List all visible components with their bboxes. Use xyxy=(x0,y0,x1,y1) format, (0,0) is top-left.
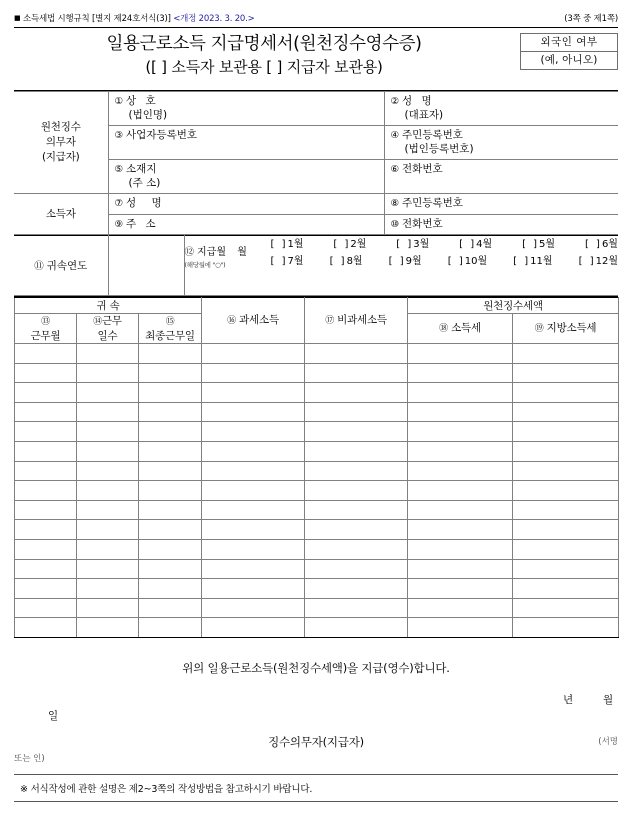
month-label: 2월 xyxy=(350,239,367,250)
cell-local-income-tax[interactable] xyxy=(513,598,619,618)
cell-last-work-day[interactable] xyxy=(139,461,202,481)
field-location-address[interactable] xyxy=(108,160,384,194)
field-number: ⑪ xyxy=(34,261,44,272)
column-header-taxable-income xyxy=(202,298,305,344)
cell-taxable-income[interactable] xyxy=(202,539,305,559)
cell-work-month[interactable] xyxy=(15,383,77,403)
detail-table-wrap xyxy=(14,297,618,638)
field-resident-registration-number[interactable] xyxy=(384,126,618,160)
cell-taxable-income[interactable] xyxy=(202,383,305,403)
field-number: ④ xyxy=(390,130,400,141)
payment-month-label-text: 지급월 xyxy=(197,247,226,258)
cell-work-days[interactable] xyxy=(77,363,139,383)
month-option-4[interactable] xyxy=(459,236,492,253)
month-option-10[interactable] xyxy=(448,253,487,270)
cell-nontaxable-income[interactable] xyxy=(305,559,408,579)
cell-work-month[interactable] xyxy=(15,539,77,559)
payment-month-cell xyxy=(184,236,618,296)
field-earner-rrn[interactable] xyxy=(384,194,618,215)
cell-last-work-day[interactable] xyxy=(139,344,202,364)
cell-local-income-tax[interactable] xyxy=(513,344,619,364)
field-number: ③ xyxy=(114,130,124,141)
field-earner-address[interactable] xyxy=(108,214,384,235)
cell-local-income-tax[interactable] xyxy=(513,363,619,383)
field-label: 주민등록번호 xyxy=(402,197,463,209)
cell-taxable-income[interactable] xyxy=(202,441,305,461)
table-row[interactable] xyxy=(15,402,619,422)
cell-local-income-tax[interactable] xyxy=(513,500,619,520)
form-reference xyxy=(14,12,255,24)
cell-work-month[interactable] xyxy=(15,402,77,422)
payment-month-unit: 월 xyxy=(237,247,247,258)
accrual-year-value[interactable] xyxy=(108,236,184,296)
month-option-7[interactable] xyxy=(271,253,304,270)
table-row[interactable] xyxy=(15,363,619,383)
cell-local-income-tax[interactable] xyxy=(513,539,619,559)
field-number: ⑫ xyxy=(184,247,195,258)
cell-work-days[interactable] xyxy=(77,402,139,422)
cell-nontaxable-income[interactable] xyxy=(305,363,408,383)
cell-last-work-day[interactable] xyxy=(139,363,202,383)
month-option-6[interactable] xyxy=(585,236,618,253)
column-header-work-days xyxy=(77,314,139,344)
withholder-label-line2: 의무자 xyxy=(45,136,76,148)
month-label: 4월 xyxy=(476,239,493,250)
form-revision-text: <개정 2023. 3. 20.> xyxy=(173,14,255,24)
month-label: 9월 xyxy=(405,256,422,267)
table-row[interactable] xyxy=(15,618,619,638)
payment-month-row-1 xyxy=(271,236,619,253)
table-row[interactable] xyxy=(15,481,619,501)
column-label: 과세소득 xyxy=(239,314,279,326)
month-label: 6월 xyxy=(601,239,618,250)
cell-income-tax[interactable] xyxy=(408,422,513,442)
cell-work-days[interactable] xyxy=(77,539,139,559)
field-label: 사업자등록번호 xyxy=(126,129,198,141)
cell-income-tax[interactable] xyxy=(408,598,513,618)
month-option-12[interactable] xyxy=(579,253,618,270)
earner-row-label: 소득자 xyxy=(14,194,108,235)
field-number: ① xyxy=(114,96,124,107)
seal-note-part1: (서명 xyxy=(598,736,618,747)
cell-local-income-tax[interactable] xyxy=(513,520,619,540)
cell-work-days[interactable] xyxy=(77,559,139,579)
cell-last-work-day[interactable] xyxy=(139,520,202,540)
cell-taxable-income[interactable] xyxy=(202,500,305,520)
cell-income-tax[interactable] xyxy=(408,481,513,501)
month-label: 3월 xyxy=(413,239,430,250)
form-reference-text: 소득세법 시행규칙 [별지 제24호서식(3)] xyxy=(22,14,171,24)
month-label: 5월 xyxy=(539,239,556,250)
seal-note-part2: 또는 인) xyxy=(14,753,45,764)
cell-work-days[interactable] xyxy=(77,383,139,403)
cell-last-work-day[interactable] xyxy=(139,539,202,559)
detail-header-group-row xyxy=(15,298,619,314)
month-checkbox[interactable]: [ ] xyxy=(513,256,531,267)
field-number: ⑧ xyxy=(390,198,400,209)
field-label: 소재지 xyxy=(126,163,157,175)
signer-label: 징수의무자(지급자) xyxy=(268,734,364,749)
field-label: 전화번호 xyxy=(402,217,443,230)
cell-local-income-tax[interactable] xyxy=(513,402,619,422)
date-line xyxy=(14,692,618,728)
month-checkbox[interactable]: [ ] xyxy=(522,239,540,250)
field-phone-number[interactable] xyxy=(384,160,618,194)
cell-work-days[interactable] xyxy=(77,500,139,520)
header-divider xyxy=(14,27,618,28)
accrual-year-label xyxy=(14,236,108,296)
page-title: 일용근로소득 지급명세서(원천징수영수증) xyxy=(106,34,422,54)
cell-nontaxable-income[interactable] xyxy=(305,402,408,422)
month-option-3[interactable] xyxy=(396,236,429,253)
column-header-local-income-tax xyxy=(513,314,619,344)
table-row[interactable] xyxy=(15,422,619,442)
cell-nontaxable-income[interactable] xyxy=(305,461,408,481)
foreign-national-value[interactable]: (예, 아니오) xyxy=(540,54,598,66)
column-number: ⑱ xyxy=(439,324,448,334)
cell-last-work-day[interactable] xyxy=(139,441,202,461)
cell-nontaxable-income[interactable] xyxy=(305,539,408,559)
month-option-5[interactable] xyxy=(522,236,555,253)
cell-local-income-tax[interactable] xyxy=(513,383,619,403)
column-number: ⑭ xyxy=(93,317,102,327)
month-label: 10월 xyxy=(464,256,488,267)
info-table xyxy=(14,90,618,297)
column-header-work-month xyxy=(15,314,77,344)
cell-work-month[interactable] xyxy=(15,618,77,638)
column-label-line1: 근무 xyxy=(101,315,122,327)
withholder-row-1 xyxy=(14,92,618,126)
cell-work-month[interactable] xyxy=(15,520,77,540)
column-number: ⑬ xyxy=(41,317,50,327)
cell-nontaxable-income[interactable] xyxy=(305,481,408,501)
field-number: ⑥ xyxy=(390,164,400,175)
table-row[interactable] xyxy=(15,500,619,520)
column-number: ⑲ xyxy=(534,324,544,334)
cell-income-tax[interactable] xyxy=(408,344,513,364)
table-row[interactable] xyxy=(15,461,619,481)
field-label: 주민등록번호 xyxy=(402,129,463,141)
cell-taxable-income[interactable] xyxy=(202,598,305,618)
field-number: ⑨ xyxy=(114,218,124,230)
footer-note: ※ 서식작성에 관한 설명은 제2~3쪽의 작성방법을 참고하시기 바랍니다. xyxy=(14,774,618,802)
column-label: 최종근무일 xyxy=(145,330,195,342)
cell-work-days[interactable] xyxy=(77,598,139,618)
cell-nontaxable-income[interactable] xyxy=(305,520,408,540)
cell-nontaxable-income[interactable] xyxy=(305,618,408,638)
cell-work-month[interactable] xyxy=(15,481,77,501)
cell-nontaxable-income[interactable] xyxy=(305,422,408,442)
document-meta-row xyxy=(14,0,618,24)
date-day-unit: 일 xyxy=(48,709,59,722)
cell-work-days[interactable] xyxy=(77,618,139,638)
payment-statement: 위의 일용근로소득(원천징수세액)을 지급(영수)합니다. xyxy=(182,660,450,675)
month-option-8[interactable] xyxy=(330,253,363,270)
cell-work-days[interactable] xyxy=(77,422,139,442)
month-checkbox[interactable]: [ ] xyxy=(459,239,477,250)
field-number: ② xyxy=(390,96,400,107)
cell-work-days[interactable] xyxy=(77,481,139,501)
cell-work-month[interactable] xyxy=(15,363,77,383)
foreign-national-box xyxy=(520,33,618,70)
cell-last-work-day[interactable] xyxy=(139,598,202,618)
cell-work-month[interactable] xyxy=(15,500,77,520)
page-subtitle: ([ ] 소득자 보관용 [ ] 지급자 보관용) xyxy=(145,58,383,76)
cell-income-tax[interactable] xyxy=(408,520,513,540)
field-label: 성 명 xyxy=(126,197,168,209)
payment-month-label xyxy=(185,236,269,271)
cell-work-month[interactable] xyxy=(15,422,77,442)
cell-work-days[interactable] xyxy=(77,461,139,481)
withholder-label-line3: (지급자) xyxy=(41,151,80,163)
table-row[interactable] xyxy=(15,344,619,364)
field-label: 성 명 xyxy=(402,95,435,107)
table-row[interactable] xyxy=(15,441,619,461)
field-number: ⑤ xyxy=(114,164,124,175)
title-block xyxy=(14,32,618,84)
payment-month-options xyxy=(271,236,619,270)
month-checkbox[interactable]: [ ] xyxy=(388,256,406,267)
cell-last-work-day[interactable] xyxy=(139,559,202,579)
cell-income-tax[interactable] xyxy=(408,441,513,461)
cell-nontaxable-income[interactable] xyxy=(305,579,408,599)
table-row[interactable] xyxy=(15,559,619,579)
withholder-row-label xyxy=(14,92,108,194)
cell-taxable-income[interactable] xyxy=(202,461,305,481)
field-label: 전화번호 xyxy=(402,163,443,175)
cell-income-tax[interactable] xyxy=(408,500,513,520)
month-label: 12월 xyxy=(595,256,618,267)
cell-last-work-day[interactable] xyxy=(139,618,202,638)
column-header-income-tax xyxy=(408,314,513,344)
cell-last-work-day[interactable] xyxy=(139,402,202,422)
cell-work-month[interactable] xyxy=(15,579,77,599)
period-table xyxy=(14,235,618,296)
cell-last-work-day[interactable] xyxy=(139,579,202,599)
cell-local-income-tax[interactable] xyxy=(513,618,619,638)
cell-work-days[interactable] xyxy=(77,344,139,364)
income-detail-table xyxy=(14,297,619,638)
foreign-national-label: 외국인 여부 xyxy=(521,34,617,52)
column-number: ⑰ xyxy=(325,316,334,326)
field-sublabel: (법인등록번호) xyxy=(404,142,474,155)
field-earner-name[interactable] xyxy=(108,194,384,215)
cell-nontaxable-income[interactable] xyxy=(305,500,408,520)
month-label: 1월 xyxy=(287,239,304,250)
cell-income-tax[interactable] xyxy=(408,461,513,481)
cell-work-month[interactable] xyxy=(15,344,77,364)
cell-nontaxable-income[interactable] xyxy=(305,441,408,461)
cell-taxable-income[interactable] xyxy=(202,618,305,638)
period-row xyxy=(14,236,618,296)
cell-taxable-income[interactable] xyxy=(202,559,305,579)
cell-taxable-income[interactable] xyxy=(202,422,305,442)
month-checkbox[interactable]: [ ] xyxy=(584,239,602,250)
month-option-1[interactable] xyxy=(271,236,304,253)
cell-income-tax[interactable] xyxy=(408,539,513,559)
withholder-label-line1: 원천징수 xyxy=(40,121,81,133)
column-header-last-work-day xyxy=(139,314,202,344)
column-label: 지방소득세 xyxy=(546,322,597,334)
cell-taxable-income[interactable] xyxy=(202,363,305,383)
date-year-unit: 년 xyxy=(563,693,574,706)
detail-table-body xyxy=(15,344,619,638)
field-earner-phone[interactable] xyxy=(384,214,618,235)
payment-month-row-2 xyxy=(271,253,619,270)
group-header-accrual: 귀 속 xyxy=(15,298,202,314)
cell-nontaxable-income[interactable] xyxy=(305,383,408,403)
cell-local-income-tax[interactable] xyxy=(513,441,619,461)
cell-work-month[interactable] xyxy=(15,559,77,579)
field-label: 주 소 xyxy=(126,217,159,230)
month-option-11[interactable] xyxy=(513,253,552,270)
month-option-2[interactable] xyxy=(333,236,366,253)
cell-taxable-income[interactable] xyxy=(202,579,305,599)
month-label: 8월 xyxy=(346,256,363,267)
page-indicator: (3쪽 중 제1쪽) xyxy=(564,14,618,24)
payment-month-note: (해당월에 "○") xyxy=(184,261,226,269)
cell-income-tax[interactable] xyxy=(408,618,513,638)
cell-income-tax[interactable] xyxy=(408,402,513,422)
month-checkbox[interactable]: [ ] xyxy=(447,256,465,267)
cell-nontaxable-income[interactable] xyxy=(305,598,408,618)
cell-income-tax[interactable] xyxy=(408,579,513,599)
column-label: 소득세 xyxy=(451,322,481,334)
signature-line xyxy=(14,734,618,768)
cell-local-income-tax[interactable] xyxy=(513,461,619,481)
field-business-registration-number[interactable] xyxy=(108,126,384,160)
cell-work-month[interactable] xyxy=(15,461,77,481)
cell-taxable-income[interactable] xyxy=(202,520,305,540)
month-checkbox[interactable]: [ ] xyxy=(578,256,596,267)
field-sublabel: (법인명) xyxy=(128,108,168,121)
month-label: 7월 xyxy=(287,256,304,267)
month-option-9[interactable] xyxy=(389,253,422,270)
table-row[interactable] xyxy=(15,539,619,559)
cell-local-income-tax[interactable] xyxy=(513,422,619,442)
cell-work-month[interactable] xyxy=(15,598,77,618)
cell-work-days[interactable] xyxy=(77,579,139,599)
accrual-year-label-text: 귀속연도 xyxy=(46,260,88,272)
cell-local-income-tax[interactable] xyxy=(513,559,619,579)
date-month-unit: 월 xyxy=(603,693,614,706)
column-header-nontaxable-income xyxy=(305,298,408,344)
field-sublabel: (주 소) xyxy=(128,176,161,189)
cell-last-work-day[interactable] xyxy=(139,383,202,403)
column-label-line2: 일수 xyxy=(97,330,118,342)
month-checkbox[interactable]: [ ] xyxy=(329,256,347,267)
cell-taxable-income[interactable] xyxy=(202,481,305,501)
cell-nontaxable-income[interactable] xyxy=(305,344,408,364)
group-header-withholding-tax: 원천징수세액 xyxy=(408,298,619,314)
cell-work-days[interactable] xyxy=(77,441,139,461)
earner-row-1 xyxy=(14,194,618,215)
cell-taxable-income[interactable] xyxy=(202,344,305,364)
month-label: 11월 xyxy=(530,256,553,267)
table-row[interactable] xyxy=(15,579,619,599)
table-row[interactable] xyxy=(15,383,619,403)
cell-taxable-income[interactable] xyxy=(202,402,305,422)
cell-last-work-day[interactable] xyxy=(139,500,202,520)
cell-income-tax[interactable] xyxy=(408,363,513,383)
column-label: 비과세소득 xyxy=(337,314,387,326)
field-label: 상 호 xyxy=(126,95,159,107)
cell-last-work-day[interactable] xyxy=(139,422,202,442)
field-representative-name[interactable] xyxy=(384,92,618,126)
field-number: ⑩ xyxy=(390,218,400,230)
table-row[interactable] xyxy=(15,520,619,540)
field-number: ⑦ xyxy=(114,198,124,209)
table-row[interactable] xyxy=(15,598,619,618)
cell-local-income-tax[interactable] xyxy=(513,481,619,501)
field-sublabel: (대표자) xyxy=(404,108,444,121)
cell-work-days[interactable] xyxy=(77,520,139,540)
column-number: ⑮ xyxy=(165,317,175,327)
cell-work-month[interactable] xyxy=(15,441,77,461)
column-number: ⑯ xyxy=(227,316,236,326)
cell-income-tax[interactable] xyxy=(408,559,513,579)
cell-last-work-day[interactable] xyxy=(139,481,202,501)
cell-income-tax[interactable] xyxy=(408,383,513,403)
month-checkbox[interactable]: [ ] xyxy=(396,239,414,250)
bullet-square-icon: ■ xyxy=(14,14,21,22)
month-checkbox[interactable]: [ ] xyxy=(270,239,288,250)
cell-local-income-tax[interactable] xyxy=(513,579,619,599)
column-label: 근무월 xyxy=(30,330,61,342)
month-checkbox[interactable]: [ ] xyxy=(270,256,288,267)
field-business-name[interactable] xyxy=(108,92,384,126)
month-checkbox[interactable]: [ ] xyxy=(333,239,351,250)
